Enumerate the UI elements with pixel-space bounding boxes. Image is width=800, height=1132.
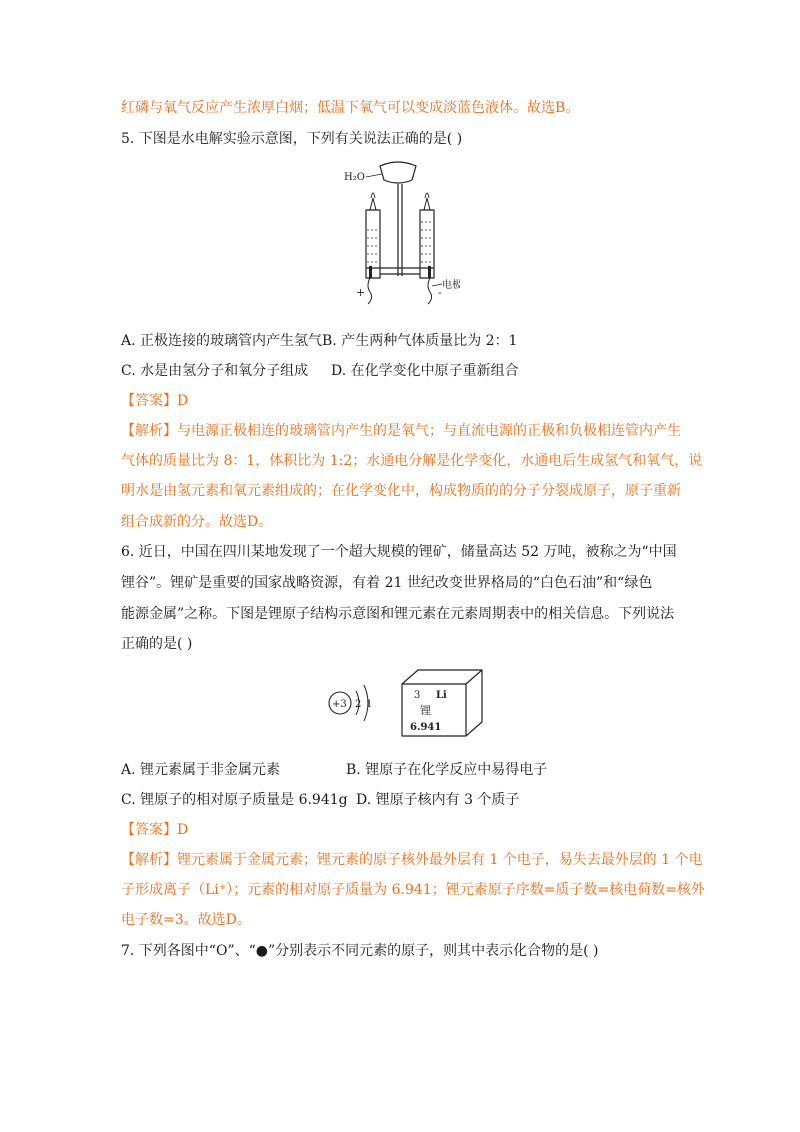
- q6-stem-line-4: 正确的是( ): [121, 636, 193, 652]
- q6-option-d: D. 锂原子核内有 3 个质子: [356, 792, 520, 808]
- q6-analysis-line-1: [121, 850, 740, 870]
- q5-analysis-line-2: 气体的质量比为 8：1，体积比为 1:2；水通电分解是化学变化，水通电后生成氢气和氧气，说: [121, 453, 703, 469]
- shell-2-electrons: 1: [366, 699, 373, 710]
- q5-options-ab: [121, 331, 740, 351]
- water-electrolysis-figure: [340, 158, 460, 308]
- q6-options-ab: [121, 760, 740, 780]
- q6-answer: [121, 820, 740, 840]
- minus-sign: -: [438, 286, 442, 299]
- q6-analysis-line-2: 子形成离子（Li⁺）；元素的相对原子质量为 6.941；锂元素原子序数=质子数=核电荷数=核外: [121, 882, 705, 898]
- analysis-text: 与电源正极相连的玻璃管内产生的是氧气；与直流电源的正极和负极相连管内产生: [177, 423, 681, 439]
- answer-value: D: [177, 822, 189, 838]
- q6-analysis-line-3: 电子数=3。故选D。: [121, 912, 251, 928]
- q6-options-cd: [121, 790, 740, 810]
- analysis-tag: 【解析】: [121, 423, 177, 439]
- atomic-structure-svg: [320, 665, 400, 725]
- q5-options-cd: [121, 361, 740, 381]
- q6-option-c: C. 锂原子的相对原子质量是 6.941g: [121, 792, 348, 808]
- element-symbol: Li: [436, 690, 447, 701]
- element-box-svg: [398, 668, 488, 740]
- periodic-table-cell: [398, 668, 488, 740]
- q7-stem: 7. 下列各图中“O”、“●”分别表示不同元素的原子，则其中表示化合物的是( ): [121, 943, 599, 959]
- q4-analysis-tail: 红磷与氧气反应产生浓厚白烟；低温下氧气可以变成淡蓝色液体。故选B。: [121, 100, 580, 116]
- atomic-mass: 6.941: [410, 722, 442, 733]
- shell-1-electrons: 2: [355, 699, 362, 710]
- q5-analysis-line-4: 组合成新的分。故选D。: [121, 514, 273, 530]
- q5-option-c: C. 水是由氢分子和氧分子组成: [121, 363, 309, 379]
- answer-tag: 【答案】: [121, 822, 177, 838]
- answer-value: D: [177, 393, 189, 409]
- q6-stem-line-3: 能源金属”之称。下图是锂原子结构示意图和锂元素在元素周期表中的相关信息。下列说法: [121, 606, 675, 622]
- analysis-tag: 【解析】: [121, 852, 177, 868]
- q5-stem: 5. 下图是水电解实验示意图，下列有关说法正确的是( ): [121, 131, 463, 147]
- q6-stem-line-2: 锂谷”。锂矿是重要的国家战略资源，有着 21 世纪改变世界格局的“白色石油”和“绿色: [121, 575, 653, 591]
- plus-sign: +: [356, 286, 366, 299]
- q5-analysis-line-1: [121, 421, 740, 441]
- q5-option-d: D. 在化学变化中原子重新组合: [331, 363, 519, 379]
- electrode-label: 电极: [442, 280, 460, 291]
- nucleus-charge: +3: [332, 699, 347, 710]
- answer-tag: 【答案】: [121, 393, 177, 409]
- element-name: 锂: [420, 704, 431, 717]
- analysis-text: 锂元素属于金属元素；锂元素的原子核外最外层有 1 个电子，易失去最外层的 1 个电: [177, 852, 703, 868]
- q5-option-a: A. 正极连接的玻璃管内产生氢气: [121, 333, 323, 349]
- atomic-number: 3: [414, 690, 421, 701]
- q6-option-b: B. 锂原子在化学反应中易得电子: [346, 762, 548, 778]
- q6-option-a: A. 锂元素属于非金属元素: [121, 762, 281, 778]
- lithium-atom-diagram: [320, 665, 400, 725]
- q6-stem-line-1: 6. 近日，中国在四川某地发现了一个超大规模的锂矿，储量高达 52 万吨，被称之为“中国: [121, 544, 677, 560]
- q5-answer: [121, 391, 740, 411]
- q5-analysis-line-3: 明水是由氢元素和氧元素组成的；在化学变化中，构成物质的的分子分裂成原子，原子重新: [121, 483, 681, 499]
- electrolysis-apparatus-diagram: [340, 158, 460, 308]
- h2o-label: H₂O: [344, 172, 365, 183]
- q5-option-b: B. 产生两种气体质量比为 2：1: [322, 333, 518, 349]
